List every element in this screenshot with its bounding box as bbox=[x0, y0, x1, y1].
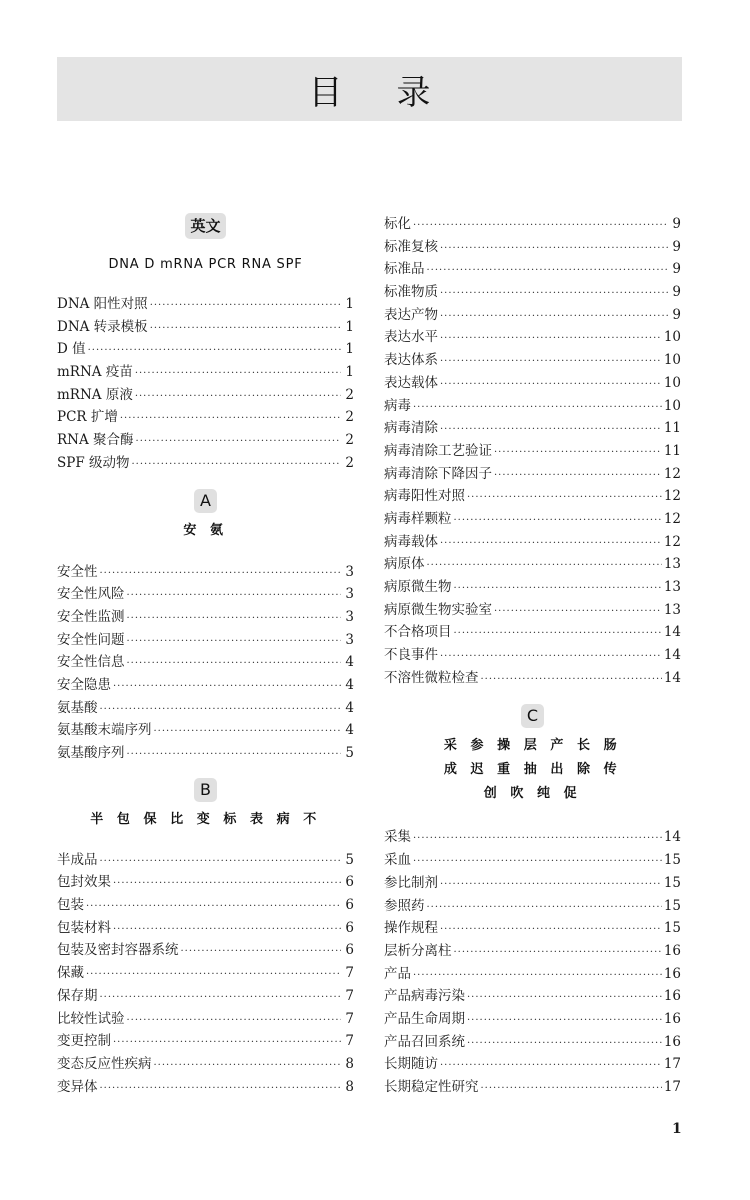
toc-entry[interactable] bbox=[57, 962, 354, 985]
toc-entry-page: 11 bbox=[663, 420, 681, 437]
toc-entry-term: 安全性问题 bbox=[57, 631, 125, 648]
section-b-continued-entries bbox=[384, 213, 681, 689]
toc-entry-page: 16 bbox=[663, 1033, 681, 1050]
toc-entry-page: 15 bbox=[663, 920, 681, 937]
toc-entry-page: 6 bbox=[345, 942, 354, 959]
dot-leader bbox=[467, 1033, 662, 1056]
toc-entry[interactable] bbox=[57, 629, 354, 652]
toc-entry-page: 2 bbox=[345, 432, 354, 449]
toc-entry-page: 17 bbox=[663, 1056, 681, 1073]
section-a-index-characters: 安 氨 bbox=[183, 522, 228, 538]
toc-entry-term: 安全性风险 bbox=[57, 586, 125, 603]
dot-leader bbox=[454, 510, 662, 533]
toc-entry-term: PCR 扩增 bbox=[57, 409, 118, 426]
toc-entry-page: 3 bbox=[345, 563, 354, 580]
toc-entry[interactable] bbox=[384, 508, 681, 531]
toc-entry[interactable] bbox=[57, 561, 354, 584]
dot-leader bbox=[440, 646, 662, 669]
dot-leader bbox=[86, 964, 341, 987]
toc-entry[interactable] bbox=[384, 940, 681, 963]
toc-entry[interactable] bbox=[384, 304, 681, 327]
toc-entry[interactable] bbox=[384, 576, 681, 599]
section-badge-a: A bbox=[194, 489, 217, 513]
toc-entry-page: 3 bbox=[345, 586, 354, 603]
toc-entry-page: 12 bbox=[663, 533, 681, 550]
toc-entry-term: DNA 阳性对照 bbox=[57, 296, 148, 312]
toc-entry[interactable] bbox=[57, 674, 354, 697]
toc-entry[interactable] bbox=[57, 583, 354, 606]
toc-entry-term: 参照药 bbox=[384, 897, 425, 914]
dot-leader bbox=[127, 744, 342, 767]
toc-entry-page: 5 bbox=[345, 745, 354, 761]
toc-entry-term: 采集 bbox=[384, 829, 411, 846]
toc-entry-term: 长期稳定性研究 bbox=[384, 1079, 479, 1095]
dot-leader bbox=[113, 676, 341, 699]
dot-leader bbox=[413, 397, 662, 420]
dot-leader bbox=[113, 873, 341, 896]
dot-leader bbox=[120, 408, 341, 431]
toc-entry-term: 氨基酸末端序列 bbox=[57, 722, 152, 739]
dot-leader bbox=[127, 631, 342, 654]
dot-leader bbox=[427, 555, 662, 578]
section-c-index-characters-line-2: 成 迟 重 抽 出 除 传 bbox=[443, 762, 622, 778]
toc-entry-page: 3 bbox=[345, 631, 354, 648]
toc-entry[interactable] bbox=[57, 338, 354, 361]
toc-entry-term: 氨基酸序列 bbox=[57, 745, 125, 761]
dot-leader bbox=[154, 721, 342, 744]
dot-leader bbox=[86, 896, 341, 919]
toc-entry-term: DNA 转录模板 bbox=[57, 318, 148, 335]
toc-entry-page: 9 bbox=[672, 306, 681, 323]
toc-entry-page: 9 bbox=[672, 261, 681, 278]
toc-entry-page: 10 bbox=[663, 329, 681, 346]
toc-entry[interactable] bbox=[384, 963, 681, 986]
toc-entry-page: 16 bbox=[663, 942, 681, 959]
dot-leader bbox=[454, 578, 662, 601]
toc-entry-page: 4 bbox=[345, 699, 354, 716]
toc-entry[interactable] bbox=[384, 440, 681, 463]
toc-entry-page: 7 bbox=[345, 1033, 354, 1050]
toc-entry-term: 采血 bbox=[384, 852, 411, 869]
toc-entry-term: 病毒样颗粒 bbox=[384, 510, 452, 527]
dot-leader bbox=[413, 828, 662, 851]
toc-entry-page: 1 bbox=[345, 364, 354, 381]
toc-entry[interactable] bbox=[57, 719, 354, 742]
toc-entry-page: 1 bbox=[345, 318, 354, 335]
toc-entry-page: 4 bbox=[345, 676, 354, 693]
section-c-entries bbox=[384, 826, 681, 1098]
toc-entry[interactable] bbox=[384, 236, 681, 259]
toc-entry[interactable] bbox=[57, 452, 354, 475]
toc-entry-page: 13 bbox=[663, 556, 681, 573]
toc-entry[interactable] bbox=[57, 316, 354, 339]
dot-leader bbox=[440, 1055, 662, 1078]
toc-entry[interactable] bbox=[57, 606, 354, 629]
toc-entry[interactable] bbox=[384, 531, 681, 554]
dot-leader bbox=[135, 386, 341, 409]
section-b-index-characters: 半 包 保 比 变 标 表 病 不 bbox=[90, 811, 321, 827]
toc-entry-term: 标准品 bbox=[384, 261, 425, 278]
toc-entry-page: 4 bbox=[345, 654, 354, 671]
dot-leader bbox=[494, 601, 662, 624]
dot-leader bbox=[127, 585, 342, 608]
toc-entry-page: 8 bbox=[345, 1055, 354, 1072]
dot-leader bbox=[88, 340, 341, 363]
toc-entry-term: 标准物质 bbox=[384, 284, 438, 301]
section-a-entries bbox=[57, 561, 354, 765]
toc-entry[interactable] bbox=[384, 1031, 681, 1054]
toc-entry-term: RNA 聚合酶 bbox=[57, 432, 134, 449]
toc-entry[interactable] bbox=[57, 894, 354, 917]
dot-leader bbox=[440, 419, 662, 442]
dot-leader bbox=[150, 295, 341, 318]
toc-entry[interactable] bbox=[384, 826, 681, 849]
dot-leader bbox=[413, 965, 662, 988]
toc-entry-term: 不良事件 bbox=[384, 647, 438, 664]
dot-leader bbox=[100, 851, 342, 874]
toc-entry-page: 14 bbox=[663, 624, 681, 641]
toc-entry-term: 病原体 bbox=[384, 556, 425, 573]
toc-entry-page: 2 bbox=[345, 409, 354, 426]
section-b-header bbox=[57, 778, 354, 802]
toc-entry[interactable] bbox=[384, 667, 681, 690]
toc-entry-page: 11 bbox=[663, 442, 681, 459]
toc-entry-page: 14 bbox=[663, 647, 681, 664]
toc-entry[interactable] bbox=[384, 895, 681, 918]
toc-entry-term: D 值 bbox=[57, 341, 86, 358]
section-c-header bbox=[384, 704, 681, 728]
toc-entry-page: 6 bbox=[345, 897, 354, 914]
toc-entry-term: 包装材料 bbox=[57, 919, 111, 936]
toc-entry-term: 安全性信息 bbox=[57, 654, 125, 671]
toc-entry-term: 病毒清除 bbox=[384, 420, 438, 437]
toc-entry[interactable] bbox=[384, 258, 681, 281]
toc-entry[interactable] bbox=[384, 644, 681, 667]
toc-entry-term: 半成品 bbox=[57, 851, 98, 868]
dot-leader bbox=[127, 608, 342, 631]
dot-leader bbox=[427, 260, 669, 283]
section-badge-english: 英文 bbox=[185, 213, 225, 239]
toc-left-column bbox=[57, 213, 354, 1098]
section-english-header bbox=[57, 213, 354, 250]
toc-entry[interactable] bbox=[57, 1008, 354, 1031]
toc-title-char-2: 录 bbox=[396, 72, 431, 113]
dot-leader bbox=[127, 653, 342, 676]
toc-entry-page: 16 bbox=[663, 1010, 681, 1027]
toc-entry[interactable] bbox=[384, 849, 681, 872]
toc-entry-page: 12 bbox=[663, 488, 681, 505]
toc-entry[interactable] bbox=[384, 1008, 681, 1031]
toc-entry-term: 病原微生物实验室 bbox=[384, 601, 492, 618]
toc-entry-page: 10 bbox=[663, 397, 681, 414]
dot-leader bbox=[440, 283, 668, 306]
toc-entry[interactable] bbox=[57, 697, 354, 720]
dot-leader bbox=[150, 318, 341, 341]
section-english-entries bbox=[57, 293, 354, 475]
toc-entry-page: 5 bbox=[345, 851, 354, 868]
toc-entry[interactable] bbox=[384, 463, 681, 486]
toc-entry-page: 15 bbox=[663, 852, 681, 869]
toc-title-bar bbox=[57, 57, 682, 121]
toc-entry-term: 产品 bbox=[384, 965, 411, 982]
toc-entry-page: 10 bbox=[663, 374, 681, 391]
dot-leader bbox=[467, 987, 662, 1010]
toc-entry-term: 变态反应性疾病 bbox=[57, 1055, 152, 1072]
toc-entry-page: 4 bbox=[345, 722, 354, 739]
toc-entry-page: 13 bbox=[663, 601, 681, 618]
section-badge-b: B bbox=[194, 778, 217, 802]
toc-entry-term: 病毒清除下降因子 bbox=[384, 465, 492, 482]
toc-entry-page: 13 bbox=[663, 579, 681, 595]
dot-leader bbox=[100, 699, 342, 722]
toc-entry-term: 安全性监测 bbox=[57, 608, 125, 625]
toc-entry-page: 12 bbox=[663, 465, 681, 482]
dot-leader bbox=[440, 874, 662, 897]
section-a-header bbox=[57, 489, 354, 513]
toc-entry-term: 病毒 bbox=[384, 397, 411, 414]
toc-entry-term: 病毒清除工艺验证 bbox=[384, 442, 492, 459]
dot-leader bbox=[100, 1078, 342, 1101]
toc-entry-term: 变异体 bbox=[57, 1078, 98, 1095]
toc-entry[interactable] bbox=[384, 1053, 681, 1076]
toc-entry[interactable] bbox=[57, 871, 354, 894]
dot-leader bbox=[440, 238, 668, 261]
dot-leader bbox=[440, 533, 662, 556]
toc-entry[interactable] bbox=[57, 1053, 354, 1076]
toc-entry[interactable] bbox=[57, 384, 354, 407]
toc-entry-term: 表达水平 bbox=[384, 329, 438, 346]
toc-entry[interactable] bbox=[384, 599, 681, 622]
toc-entry-term: 产品生命周期 bbox=[384, 1010, 465, 1027]
toc-entry-term: 标化 bbox=[384, 216, 411, 232]
toc-entry[interactable] bbox=[384, 1076, 681, 1099]
toc-entry[interactable] bbox=[57, 1076, 354, 1099]
toc-entry-term: 安全性 bbox=[57, 563, 98, 580]
dot-leader bbox=[440, 306, 668, 329]
dot-leader bbox=[427, 897, 662, 920]
toc-entry-term: 包装及密封容器系统 bbox=[57, 942, 179, 959]
toc-entry-term: 产品病毒污染 bbox=[384, 988, 465, 1005]
toc-entry-term: 保存期 bbox=[57, 987, 98, 1004]
toc-entry-term: 表达体系 bbox=[384, 352, 438, 369]
toc-entry-term: 变更控制 bbox=[57, 1033, 111, 1050]
toc-entry-page: 14 bbox=[663, 669, 681, 686]
toc-entry-page: 2 bbox=[345, 454, 354, 471]
toc-entry-term: 包装 bbox=[57, 897, 84, 914]
dot-leader bbox=[454, 623, 662, 646]
toc-entry-page: 3 bbox=[345, 608, 354, 625]
toc-entry-page: 7 bbox=[345, 987, 354, 1004]
toc-entry-term: 不溶性微粒检查 bbox=[384, 669, 479, 686]
toc-entry-page: 6 bbox=[345, 919, 354, 936]
toc-entry-page: 16 bbox=[663, 965, 681, 982]
section-c-index-characters-line-1: 采 参 操 层 产 长 肠 bbox=[443, 738, 622, 754]
toc-entry-page: 2 bbox=[345, 386, 354, 403]
dot-leader bbox=[132, 454, 342, 477]
toc-entry-term: 比较性试验 bbox=[57, 1010, 125, 1027]
toc-title-char-1: 目 bbox=[308, 72, 343, 113]
toc-entry-term: SPF 级动物 bbox=[57, 454, 130, 471]
dot-leader bbox=[440, 328, 662, 351]
toc-entry-page: 15 bbox=[663, 897, 681, 914]
toc-entry[interactable] bbox=[384, 553, 681, 576]
toc-entry-term: 操作规程 bbox=[384, 920, 438, 937]
toc-entry-page: 9 bbox=[672, 216, 681, 232]
dot-leader bbox=[467, 487, 662, 510]
toc-entry[interactable] bbox=[384, 395, 681, 418]
section-english-index-letters: DNA D mRNA PCR RNA SPF bbox=[108, 257, 303, 272]
dot-leader bbox=[113, 919, 341, 942]
toc-entry[interactable] bbox=[384, 417, 681, 440]
toc-entry-term: 层析分离柱 bbox=[384, 942, 452, 959]
toc-entry-page: 9 bbox=[672, 238, 681, 255]
toc-entry-term: 病毒载体 bbox=[384, 533, 438, 550]
toc-entry-term: 包封效果 bbox=[57, 874, 111, 891]
dot-leader bbox=[100, 987, 342, 1010]
toc-entry[interactable] bbox=[57, 1030, 354, 1053]
toc-entry[interactable] bbox=[384, 917, 681, 940]
dot-leader bbox=[440, 351, 662, 374]
toc-entry[interactable] bbox=[57, 985, 354, 1008]
toc-entry[interactable] bbox=[57, 429, 354, 452]
toc-entry[interactable] bbox=[384, 213, 681, 236]
dot-leader bbox=[440, 919, 662, 942]
dot-leader bbox=[100, 563, 342, 586]
toc-entry-page: 1 bbox=[345, 296, 354, 312]
toc-entry-term: 表达载体 bbox=[384, 374, 438, 391]
page-number: 1 bbox=[672, 1121, 682, 1137]
toc-entry-page: 12 bbox=[663, 510, 681, 527]
toc-entry[interactable] bbox=[57, 293, 354, 316]
dot-leader bbox=[136, 431, 341, 454]
toc-entry-term: 氨基酸 bbox=[57, 699, 98, 716]
section-c-index-characters-line-3: 创 吹 纯 促 bbox=[483, 786, 582, 802]
toc-entry-term: 产品召回系统 bbox=[384, 1033, 465, 1050]
toc-entry[interactable] bbox=[57, 651, 354, 674]
toc-entry[interactable] bbox=[57, 849, 354, 872]
toc-entry-page: 9 bbox=[672, 284, 681, 301]
toc-entry-term: mRNA 疫苗 bbox=[57, 364, 133, 381]
toc-entry-term: 安全隐患 bbox=[57, 676, 111, 693]
toc-entry-page: 16 bbox=[663, 988, 681, 1005]
dot-leader bbox=[454, 942, 662, 965]
toc-entry-page: 10 bbox=[663, 352, 681, 369]
toc-entry-page: 14 bbox=[663, 829, 681, 846]
toc-entry[interactable] bbox=[384, 985, 681, 1008]
toc-entry-term: 保藏 bbox=[57, 965, 84, 982]
toc-entry[interactable] bbox=[384, 349, 681, 372]
toc-entry[interactable] bbox=[384, 281, 681, 304]
dot-leader bbox=[154, 1055, 342, 1078]
dot-leader bbox=[113, 1032, 341, 1055]
dot-leader bbox=[135, 363, 341, 386]
toc-entry[interactable] bbox=[384, 326, 681, 349]
section-b-entries bbox=[57, 849, 354, 1099]
toc-entry[interactable] bbox=[384, 621, 681, 644]
toc-entry-term: 病毒阳性对照 bbox=[384, 488, 465, 505]
toc-entry-term: 参比制剂 bbox=[384, 874, 438, 891]
dot-leader bbox=[127, 1010, 342, 1033]
toc-entry-page: 8 bbox=[345, 1078, 354, 1095]
toc-entry-term: 标准复核 bbox=[384, 238, 438, 255]
toc-entry[interactable] bbox=[384, 872, 681, 895]
toc-entry-term: mRNA 原液 bbox=[57, 386, 133, 403]
dot-leader bbox=[440, 374, 662, 397]
dot-leader bbox=[494, 442, 662, 465]
section-badge-c: C bbox=[521, 704, 544, 728]
toc-entry[interactable] bbox=[384, 485, 681, 508]
toc-entry-page: 17 bbox=[663, 1079, 681, 1095]
dot-leader bbox=[481, 669, 662, 692]
toc-entry[interactable] bbox=[57, 361, 354, 384]
toc-entry[interactable] bbox=[384, 372, 681, 395]
toc-right-column bbox=[384, 213, 681, 1099]
dot-leader bbox=[181, 941, 342, 964]
toc-entry-term: 病原微生物 bbox=[384, 579, 452, 595]
toc-entry-page: 1 bbox=[345, 341, 354, 358]
toc-entry-page: 6 bbox=[345, 874, 354, 891]
toc-entry-page: 7 bbox=[345, 1010, 354, 1027]
toc-entry-term: 长期随访 bbox=[384, 1056, 438, 1073]
dot-leader bbox=[413, 851, 662, 874]
dot-leader bbox=[481, 1078, 662, 1101]
toc-entry-page: 15 bbox=[663, 874, 681, 891]
toc-entry-page: 7 bbox=[345, 965, 354, 982]
toc-entry[interactable] bbox=[57, 406, 354, 429]
dot-leader bbox=[413, 215, 668, 238]
dot-leader bbox=[467, 1010, 662, 1033]
toc-entry[interactable] bbox=[57, 742, 354, 765]
toc-entry[interactable] bbox=[57, 917, 354, 940]
toc-entry[interactable] bbox=[57, 939, 354, 962]
toc-entry-term: 表达产物 bbox=[384, 306, 438, 323]
toc-entry-term: 不合格项目 bbox=[384, 624, 452, 641]
dot-leader bbox=[494, 465, 662, 488]
